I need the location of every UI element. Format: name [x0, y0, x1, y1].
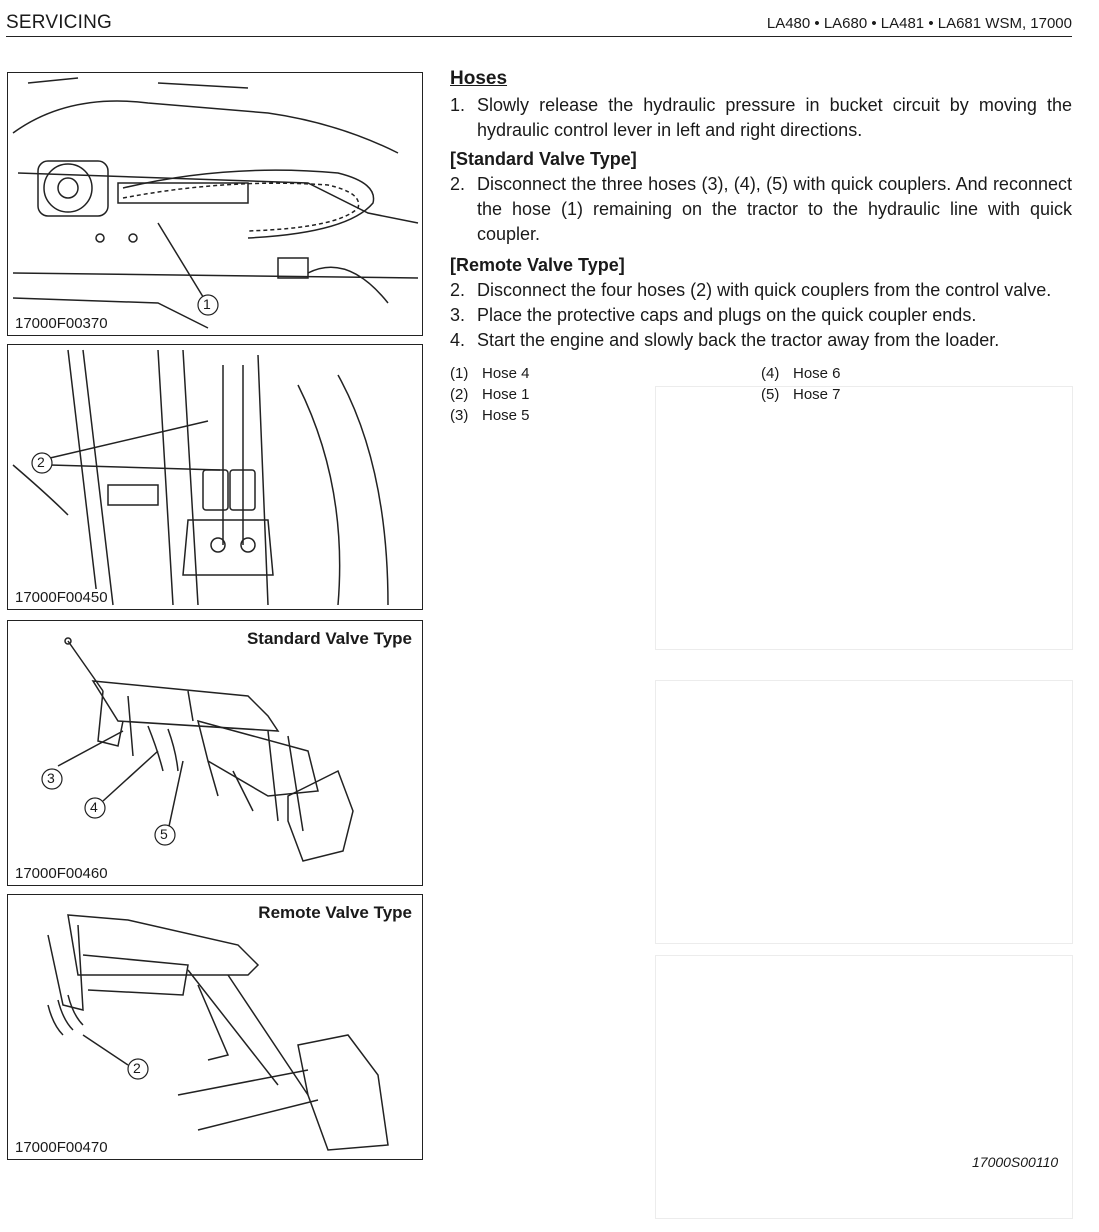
legend-item: (4) Hose 6 [761, 365, 841, 382]
step-4: 4. Start the engine and slowly back the tractor away from the loader. [450, 330, 1000, 350]
figure-code: 17000F00460 [15, 865, 108, 882]
figure-code: 17000F00370 [15, 315, 108, 332]
figure-title: Standard Valve Type [246, 629, 412, 648]
callout-3: 3 [47, 770, 55, 786]
callout-5: 5 [160, 826, 168, 842]
legend-item: (3) Hose 5 [450, 407, 530, 424]
remote-valve-heading: [Remote Valve Type] [450, 255, 625, 275]
hoses-section [450, 66, 1072, 426]
standard-valve-heading: [Standard Valve Type] [450, 149, 637, 169]
legend-column-right [761, 363, 1072, 426]
callout-4: 4 [90, 799, 98, 815]
figure-remote-valve [7, 894, 423, 1160]
figure-code: 17000F00470 [15, 1139, 108, 1156]
page-reference-code: 17000S00110 [972, 1154, 1059, 1170]
step-2-standard: 2. Disconnect the three hoses (3), (4), (5) with quick couplers. And reconnect the hose (1) remaining on the tractor to the hydraulic line with quick coupler. [450, 174, 1072, 244]
step-1: 1. Slowly release the hydraulic pressure in bucket circuit by moving the hydraulic control lever in left and right directions. [450, 95, 1072, 140]
step-2-remote: 2. Disconnect the four hoses (2) with quick couplers from the control valve. [450, 280, 1052, 300]
remote-valve-loader-illustration [8, 895, 422, 1159]
callout-1: 1 [203, 296, 211, 312]
figure-standard-valve [7, 620, 423, 886]
section-title: SERVICING [6, 12, 112, 33]
hose-legend [450, 363, 1072, 426]
legend-item: (5) Hose 7 [761, 386, 841, 403]
callout-2: 2 [133, 1060, 141, 1076]
figure-coupler-closeup [7, 344, 423, 610]
step-3: 3. Place the protective caps and plugs on the quick coupler ends. [450, 305, 977, 325]
bleed-through-box [655, 680, 1073, 944]
legend-item: (1) Hose 4 [450, 365, 530, 382]
bleed-through-box [655, 955, 1073, 1219]
standard-valve-loader-illustration [8, 621, 422, 885]
coupler-illustration [8, 345, 422, 609]
section-heading: Hoses [450, 68, 508, 89]
page-header [6, 10, 1072, 37]
callout-2: 2 [37, 454, 45, 470]
figure-code: 17000F00450 [15, 589, 108, 606]
legend-item: (2) Hose 1 [450, 386, 530, 403]
figure-hose-location [7, 72, 423, 336]
model-list: LA480 • LA680 • LA481 • LA681 WSM, 17000 [766, 15, 1072, 32]
tractor-side-illustration [8, 73, 422, 335]
figure-title: Remote Valve Type [258, 903, 412, 922]
legend-column-left [450, 363, 761, 426]
